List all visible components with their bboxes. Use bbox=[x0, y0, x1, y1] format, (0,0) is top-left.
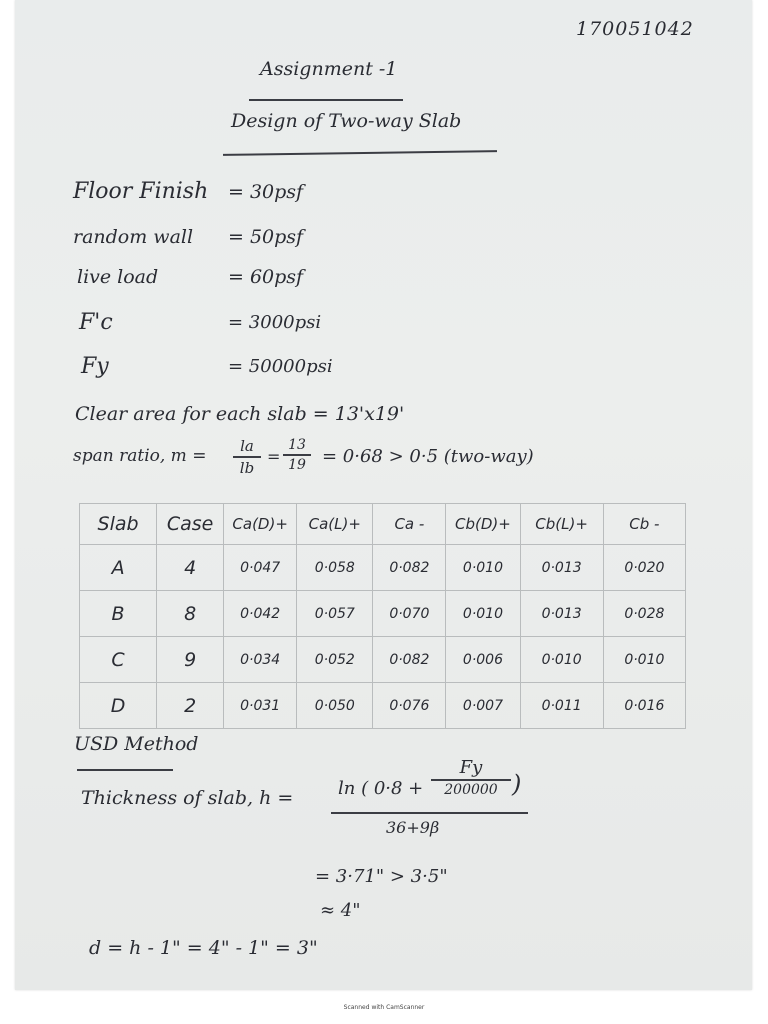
table-cell: 0·020 bbox=[603, 545, 685, 591]
effective-depth: d = h - 1" = 4" - 1" = 3" bbox=[89, 937, 318, 959]
label-fc: F'c bbox=[79, 310, 113, 335]
column-header: Cb(D)+ bbox=[446, 504, 520, 545]
formula-denominator: 36+9β bbox=[386, 818, 440, 837]
table-cell: 9 bbox=[157, 637, 224, 683]
value-fy: = 50000psi bbox=[228, 356, 333, 377]
ratio-denominator: 19 bbox=[288, 456, 306, 473]
usd-underline bbox=[77, 769, 173, 771]
table-cell: 0·047 bbox=[224, 545, 297, 591]
ratio-fraction-13-19 bbox=[283, 437, 311, 473]
table-cell: 0·010 bbox=[603, 637, 685, 683]
table-cell: D bbox=[80, 683, 157, 729]
table-row bbox=[80, 683, 686, 729]
table-cell: 4 bbox=[157, 545, 224, 591]
table-cell: 0·031 bbox=[224, 683, 297, 729]
table-cell: 8 bbox=[157, 591, 224, 637]
column-header: Cb(L)+ bbox=[520, 504, 603, 545]
table-cell: 0·082 bbox=[373, 545, 446, 591]
column-header: Ca - bbox=[373, 504, 446, 545]
assignment-title: Assignment -1 bbox=[260, 58, 398, 80]
table-row bbox=[80, 545, 686, 591]
table-cell: 0·011 bbox=[520, 683, 603, 729]
title-underline-2 bbox=[223, 150, 497, 155]
span-ratio-result: = 0·68 > 0·5 (two-way) bbox=[322, 446, 534, 467]
table-header-row bbox=[80, 504, 686, 545]
column-header: Cb - bbox=[603, 504, 685, 545]
scanner-watermark: Scanned with CamScanner bbox=[343, 1004, 425, 1011]
table-cell: C bbox=[80, 637, 157, 683]
table-cell: 0·006 bbox=[446, 637, 520, 683]
load-label-live-load: live load bbox=[77, 266, 159, 288]
table-cell: 0·070 bbox=[373, 591, 446, 637]
table-cell: 0·082 bbox=[373, 637, 446, 683]
table-cell: 0·058 bbox=[297, 545, 373, 591]
table-cell: 0·010 bbox=[446, 591, 520, 637]
thickness-result: = 3·71" > 3·5" bbox=[315, 866, 448, 887]
load-label-random-wall: random wall bbox=[73, 226, 194, 248]
small-denominator: 200000 bbox=[444, 781, 498, 798]
table-cell: 0·050 bbox=[297, 683, 373, 729]
moment-coefficient-table bbox=[79, 503, 686, 729]
load-value-floor-finish: = 30psf bbox=[228, 181, 304, 203]
table-cell: 0·007 bbox=[446, 683, 520, 729]
table-cell: B bbox=[80, 591, 157, 637]
fraction-bar bbox=[233, 456, 261, 458]
load-label-floor-finish: Floor Finish bbox=[73, 179, 209, 204]
table-cell: 0·013 bbox=[520, 591, 603, 637]
label-fy: Fy bbox=[81, 354, 109, 379]
table-cell: 0·013 bbox=[520, 545, 603, 591]
column-header: Ca(D)+ bbox=[224, 504, 297, 545]
span-ratio-label: span ratio, m = bbox=[73, 446, 207, 466]
table-cell: 0·016 bbox=[603, 683, 685, 729]
formula-numerator: ln ( 0·8 + bbox=[338, 778, 424, 799]
column-header: Case bbox=[157, 504, 224, 545]
table-cell: 0·034 bbox=[224, 637, 297, 683]
assignment-subtitle: Design of Two-way Slab bbox=[231, 110, 462, 132]
table-cell: 0·052 bbox=[297, 637, 373, 683]
load-value-live-load: = 60psf bbox=[228, 266, 304, 288]
value-fc: = 3000psi bbox=[228, 312, 322, 333]
ratio-la: la bbox=[240, 437, 254, 455]
fraction-bar bbox=[283, 454, 311, 456]
thickness-rounded: ≈ 4" bbox=[320, 900, 361, 921]
table-row bbox=[80, 591, 686, 637]
clear-area-text: Clear area for each slab = 13'x19' bbox=[75, 403, 405, 425]
main-fraction-bar bbox=[331, 812, 528, 814]
table-cell: 0·028 bbox=[603, 591, 685, 637]
usd-method-heading: USD Method bbox=[74, 733, 199, 755]
table-row bbox=[80, 637, 686, 683]
table-cell: A bbox=[80, 545, 157, 591]
table-cell: 2 bbox=[157, 683, 224, 729]
table-cell: 0·010 bbox=[446, 545, 520, 591]
table-cell: 0·076 bbox=[373, 683, 446, 729]
column-header: Ca(L)+ bbox=[297, 504, 373, 545]
equals-sign-1: = bbox=[267, 447, 281, 466]
student-id: 170051042 bbox=[576, 18, 694, 40]
table-cell: 0·010 bbox=[520, 637, 603, 683]
fy-over-200000 bbox=[431, 757, 511, 798]
load-value-random-wall: = 50psf bbox=[228, 226, 304, 248]
fraction-bar bbox=[431, 779, 511, 781]
close-paren: ) bbox=[512, 770, 522, 798]
column-header: Slab bbox=[80, 504, 157, 545]
ratio-fraction-la-lb bbox=[233, 437, 261, 477]
fy-symbol: Fy bbox=[459, 757, 483, 778]
ratio-lb: lb bbox=[239, 458, 255, 477]
thickness-label: Thickness of slab, h = bbox=[81, 787, 294, 809]
scanned-page bbox=[15, 0, 752, 990]
table-cell: 0·057 bbox=[297, 591, 373, 637]
ratio-numerator: 13 bbox=[288, 437, 306, 453]
title-underline-1 bbox=[249, 99, 403, 101]
table-cell: 0·042 bbox=[224, 591, 297, 637]
